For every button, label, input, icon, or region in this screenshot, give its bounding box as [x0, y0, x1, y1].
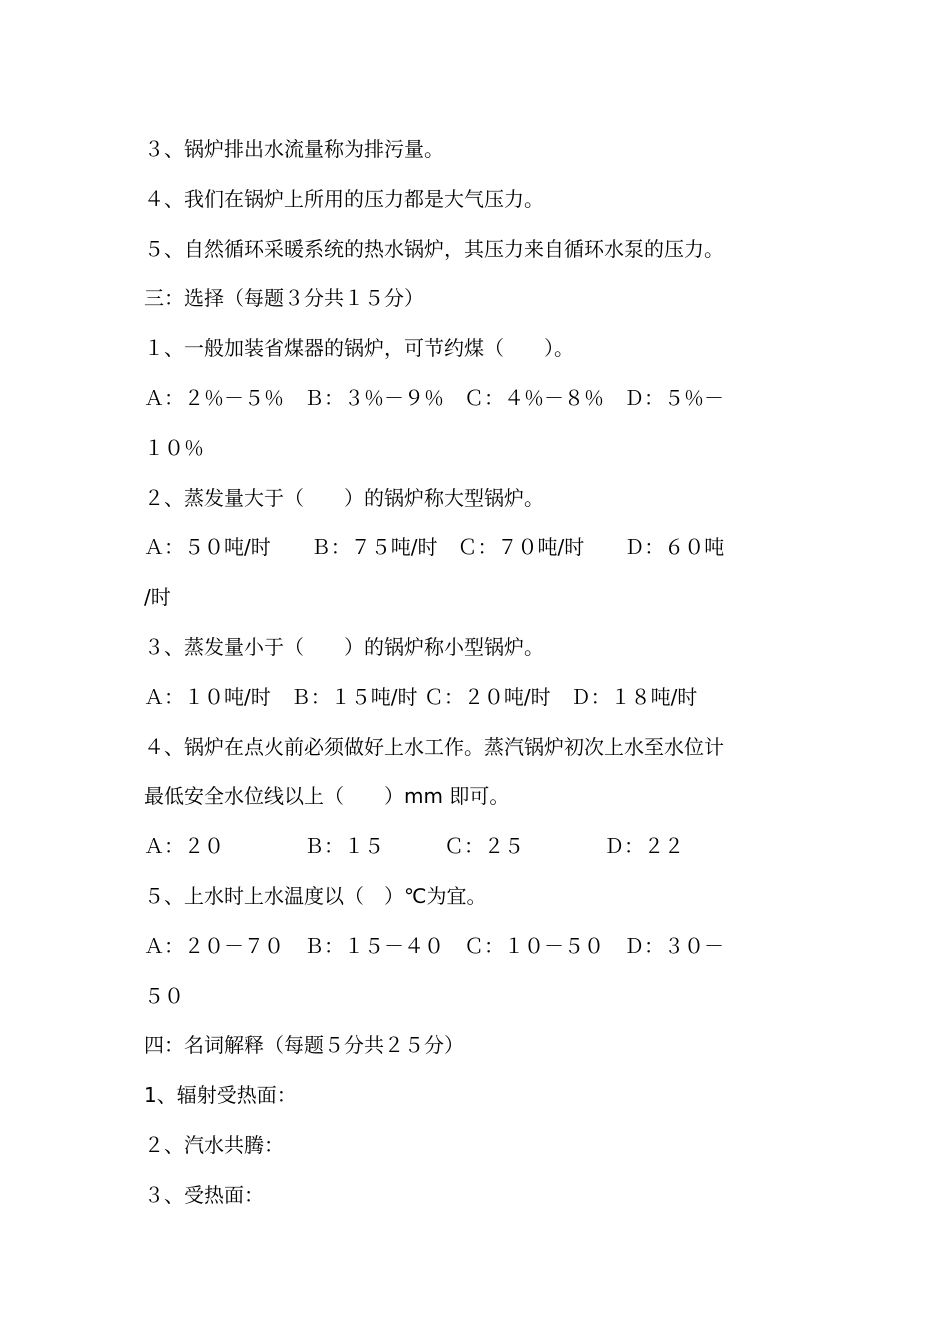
question-1-options: Ａ：２％－５％ Ｂ：３％－９％ Ｃ：４％－８％ Ｄ：５％－ — [144, 385, 724, 410]
statement-3-line: ３、锅炉排出水流量称为排污量。 — [144, 137, 444, 161]
section-3-heading: 三：选择（每题３分共１５分） — [144, 286, 424, 311]
question-2-text: ２、蒸发量大于（ ）的锅炉称大型锅炉。 — [144, 485, 544, 510]
question-2-options: Ａ：５０吨/时 Ｂ：７５吨/时 Ｃ：７０吨/时 Ｄ：６０吨 — [144, 535, 725, 560]
question-4-text-continued: 最低安全水位线以上（ ）mm 即可。 — [144, 784, 510, 809]
statement-4-line: ４、我们在锅炉上所用的压力都是大气压力。 — [144, 186, 544, 211]
question-4-text: ４、锅炉在点火前必须做好上水工作。蒸汽锅炉初次上水至水位计 — [144, 734, 724, 759]
term-1: 1、辐射受热面： — [144, 1083, 297, 1108]
question-1-text: １、一般加装省煤器的锅炉，可节约煤（ ）。 — [144, 336, 574, 361]
term-2: ２、汽水共腾： — [144, 1132, 284, 1157]
question-2-options-continued: /时 — [144, 585, 171, 610]
question-5-text: ５、上水时上水温度以（ ）℃为宜。 — [144, 883, 487, 908]
term-3: ３、受热面： — [144, 1182, 264, 1207]
section-4-heading: 四：名词解释（每题５分共２５分） — [144, 1033, 464, 1058]
question-1-options-continued: １０％ — [144, 435, 204, 460]
question-5-options: Ａ：２０－７０ Ｂ：１５－４０ Ｃ：１０－５０ Ｄ：３０－ — [144, 933, 724, 958]
document-body — [144, 125, 814, 1221]
question-5-options-continued: ５０ — [144, 983, 184, 1008]
question-3-options: Ａ：１０吨/时 Ｂ：１５吨/时 Ｃ：２０吨/时 Ｄ：１８吨/时 — [144, 684, 698, 709]
question-3-text: ３、蒸发量小于（ ）的锅炉称小型锅炉。 — [144, 634, 544, 659]
statement-5-line: ５、自然循环采暖系统的热水锅炉，其压力来自循环水泵的压力。 — [144, 236, 724, 261]
question-4-options: Ａ：２０ Ｂ：１５ Ｃ：２５ Ｄ：２２ — [144, 834, 684, 859]
